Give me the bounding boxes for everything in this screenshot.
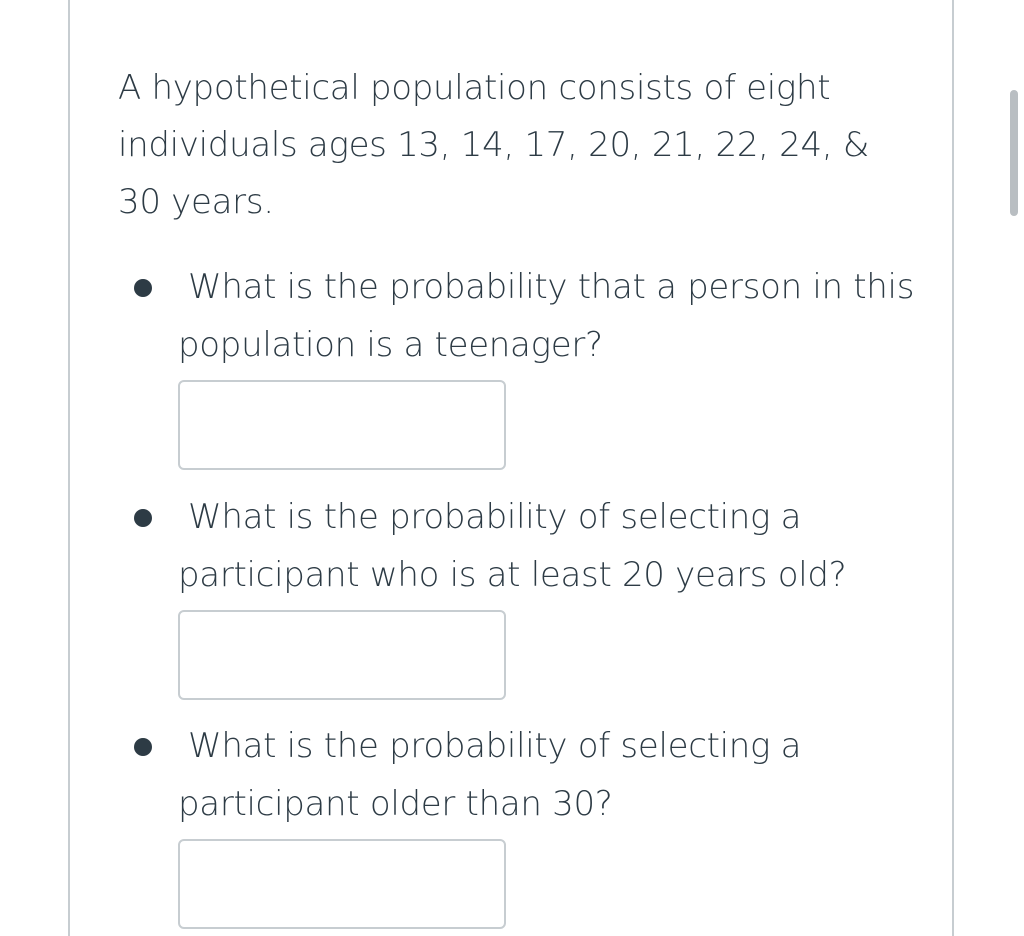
answer-input-1[interactable]	[178, 380, 506, 470]
question-text-3: What is the probability of selecting a participant older than 30?	[178, 726, 802, 824]
question-text-1: What is the probability that a person in this population is a teenager?	[178, 267, 915, 365]
question-text-2: What is the probability of selecting a participant who is at least 20 years old?	[178, 497, 847, 595]
answer-input-2[interactable]	[178, 610, 506, 700]
scrollbar-thumb[interactable]	[1010, 90, 1018, 216]
bullet-icon	[134, 279, 152, 297]
question-item-3	[134, 717, 924, 929]
bullet-icon	[134, 509, 152, 527]
question-item-1	[134, 258, 924, 470]
bullet-icon	[134, 738, 152, 756]
question-intro: A hypothetical population consists of eight individuals ages 13, 14, 17, 20, 21, 22, 24, & 30 years.	[118, 68, 870, 222]
question-item-2	[134, 488, 924, 700]
answer-input-3[interactable]	[178, 839, 506, 929]
